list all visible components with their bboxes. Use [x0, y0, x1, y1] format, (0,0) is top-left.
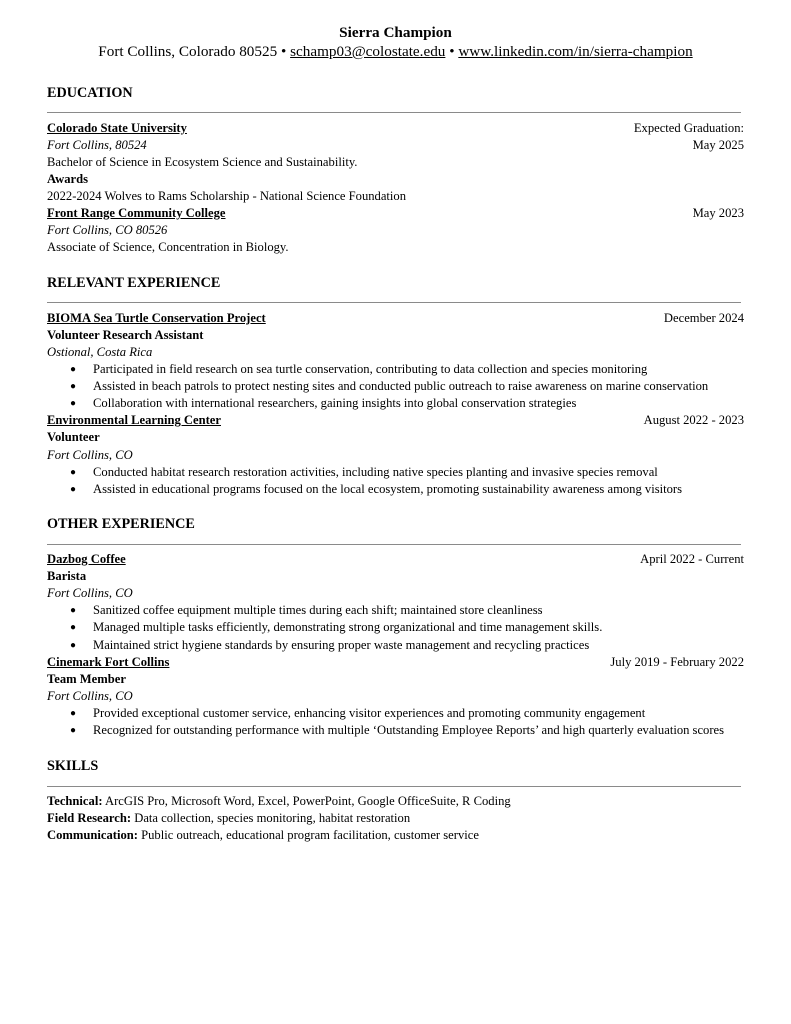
bullet-icon: ● [70, 622, 77, 633]
graduation-label: Expected Graduation: [633, 121, 744, 135]
bullet-icon: ● [70, 708, 77, 719]
bullet-text: Conducted habitat research restoration activities, including native species planting and invasive species removal [93, 465, 658, 479]
skill-label: Communication: [47, 828, 138, 842]
education-entry-location [47, 222, 744, 239]
bullet-text: Sanitized coffee equipment multiple times during each shift; maintained store cleanliness [93, 603, 543, 617]
job-location [47, 344, 744, 361]
skill-value: Data collection, species monitoring, habitat restoration [134, 811, 411, 825]
skill-label: Technical: [47, 794, 103, 808]
job-header [47, 654, 744, 671]
bullet-icon: ● [70, 725, 77, 736]
job-role [47, 327, 744, 344]
separator: • [449, 43, 455, 60]
skill-row [47, 810, 410, 827]
employer-name: Cinemark Fort Collins [47, 655, 170, 669]
award-text: 2022-2024 Wolves to Rams Scholarship - National Science Foundation [47, 189, 407, 203]
separator: • [280, 43, 287, 60]
degree: Associate of Science, Concentration in Biology. [47, 240, 289, 254]
job-header [47, 551, 744, 568]
location-text: Ostional, Costa Rica [47, 345, 153, 359]
school-name: Front Range Community College [47, 206, 226, 220]
section-title-other-experience: OTHER EXPERIENCE [47, 516, 195, 532]
job-header [47, 310, 744, 327]
location-text: Fort Collins, CO [47, 689, 133, 703]
job-dates: August 2022 - 2023 [643, 413, 744, 427]
section-divider [47, 112, 741, 113]
skill-row [47, 793, 511, 810]
job-role [47, 671, 744, 688]
education-entry-location [47, 137, 744, 154]
role-title: Volunteer [47, 430, 100, 444]
employer-name: Dazbog Coffee [47, 552, 126, 566]
job-dates: April 2022 - Current [640, 552, 744, 566]
education-entry-header [47, 205, 744, 222]
bullet-icon: ● [70, 467, 77, 478]
school-location: Fort Collins, 80524 [47, 138, 147, 152]
linkedin-link[interactable]: www.linkedin.com/in/sierra-champion [458, 43, 693, 60]
section-divider [47, 544, 741, 545]
employer-name: Environmental Learning Center [47, 413, 221, 427]
bullet-icon: ● [70, 640, 77, 651]
job-location [47, 688, 744, 705]
bullet-icon: ● [70, 381, 77, 392]
bullet-icon: ● [70, 484, 77, 495]
job-role [47, 568, 744, 585]
section-title-skills: SKILLS [47, 758, 99, 774]
role-title: Team Member [47, 672, 126, 686]
job-role [47, 429, 744, 446]
role-title: Volunteer Research Assistant [47, 328, 204, 342]
skill-value: Public outreach, educational program facilitation, customer service [141, 828, 479, 842]
skill-row [47, 827, 479, 844]
award-item [47, 188, 744, 205]
bullet-text: Recognized for outstanding performance with multiple ‘Outstanding Employee Reports’ and high quarterly evaluation scores [93, 723, 725, 737]
section-divider [47, 302, 741, 303]
skill-value: ArcGIS Pro, Microsoft Word, Excel, PowerPoint, Google OfficeSuite, R Coding [104, 794, 511, 808]
job-location [47, 447, 744, 464]
section-title-education: EDUCATION [47, 85, 133, 101]
bullet-icon: ● [70, 398, 77, 409]
awards-heading [47, 171, 744, 188]
section-title-relevant-experience: RELEVANT EXPERIENCE [47, 275, 221, 291]
location-text: Fort Collins, Colorado 80525 [98, 43, 278, 60]
bullet-text: Managed multiple tasks efficiently, demonstrating strong organizational and time management skills. [93, 620, 603, 634]
school-location: Fort Collins, CO 80526 [47, 223, 168, 237]
job-dates: July 2019 - February 2022 [610, 655, 744, 669]
bullet-text: Maintained strict hygiene standards by ensuring proper waste management and recycling practices [93, 638, 590, 652]
skill-label: Field Research: [47, 811, 132, 825]
awards-label: Awards [47, 172, 89, 186]
email-link[interactable]: schamp03@colostate.edu [290, 43, 446, 60]
bullet-text: Collaboration with international researchers, gaining insights into global conservation strategies [93, 396, 577, 410]
location-text: Fort Collins, CO [47, 448, 133, 462]
school-name: Colorado State University [47, 121, 187, 135]
role-title: Barista [47, 569, 87, 583]
location-text: Fort Collins, CO [47, 586, 133, 600]
employer-name: BIOMA Sea Turtle Conservation Project [47, 311, 266, 325]
degree: Bachelor of Science in Ecosystem Science and Sustainability. [47, 155, 358, 169]
bullet-icon: ● [70, 605, 77, 616]
section-divider [47, 786, 741, 787]
graduation-date: May 2023 [692, 206, 744, 220]
job-header [47, 412, 744, 429]
education-entry-header [47, 120, 744, 137]
bullet-text: Assisted in beach patrols to protect nesting sites and conducted public outreach to raise awareness on marine conservation [93, 379, 709, 393]
degree-text [47, 239, 744, 256]
degree-text [47, 154, 744, 171]
job-location [47, 585, 744, 602]
job-dates: December 2024 [663, 311, 744, 325]
bullet-text: Participated in field research on sea turtle conservation, contributing to data collection and species monitoring [93, 362, 648, 376]
bullet-text: Assisted in educational programs focused on the local ecosystem, promoting sustainability awareness among visitors [93, 482, 682, 496]
bullet-icon: ● [70, 364, 77, 375]
candidate-name: Sierra Champion [339, 24, 452, 41]
graduation-date: May 2025 [692, 138, 744, 152]
contact-line [0, 43, 791, 61]
bullet-text: Provided exceptional customer service, enhancing visitor experiences and promoting community engagement [93, 706, 646, 720]
